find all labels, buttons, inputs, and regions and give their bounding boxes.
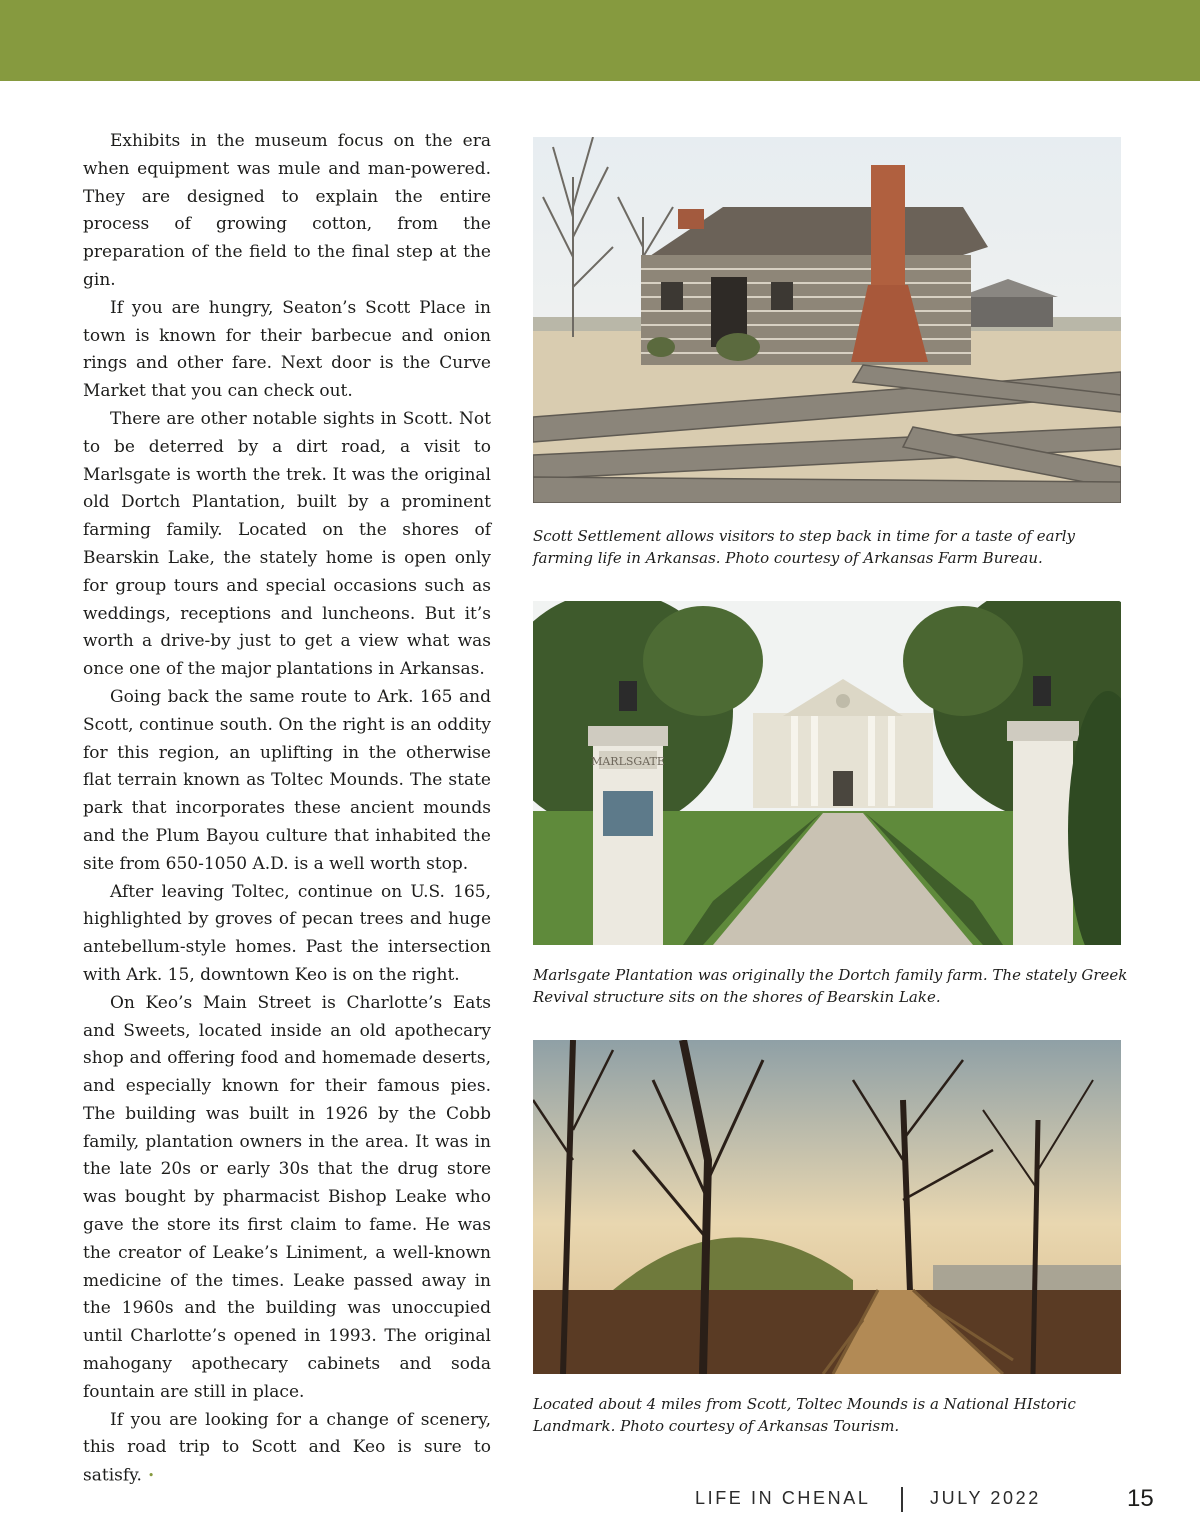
article-paragraph: After leaving Toltec, continue on U.S. 165, highlighted by groves of pecan trees and huge antebellum-style homes. Past the intersection with Ark. 15, downtown Keo is on the right. bbox=[83, 881, 491, 985]
article-paragraph: If you are hungry, Seaton’s Scott Place in town is known for their barbecue and onion rings and other fare. Next door is the Curve Market that you can check out. bbox=[83, 297, 491, 402]
photo-caption-toltec: Located about 4 miles from Scott, Toltec Mounds is a National HIstoric Landmark. Photo courtesy of Arkansas Tourism. bbox=[533, 1395, 1076, 1435]
article-paragraph-final-text: If you are looking for a change of scenery, this road trip to Scott and Keo is sure to satisfy. bbox=[83, 1409, 491, 1486]
gate-sign-text: MARLSGATE bbox=[591, 755, 665, 768]
footer-divider bbox=[901, 1487, 903, 1512]
log-cabin-illustration bbox=[533, 137, 1121, 503]
photo-caption-log-cabin: Scott Settlement allows visitors to step back in time for a taste of early farming life in Arkansas. Photo courtesy of Arkansas Farm Bureau. bbox=[533, 527, 1076, 567]
article-paragraph: On Keo’s Main Street is Charlotte’s Eats and Sweets, located inside an old apothecary shop and offering food and homemade deserts, and especially known for their famous pies. The building was built in 1926 by the Cobb family, plantation owners in the area. It was in the late 20s or early 30s that the drug store was bought by pharmacist Bishop Leake who gave the store its first claim to fame. He was the creator of Leake’s Liniment, a well-known medicine of the times. Leake passed away in the 1960s and the building was unoccupied until Charlotte’s opened in 1993. The original mahogany apothecary cabinets and soda fountain are still in place. bbox=[83, 992, 491, 1402]
photo-plantation-house bbox=[533, 601, 1121, 945]
photo-caption-plantation: Marlsgate Plantation was originally the Dortch family farm. The stately Greek Revival structure sits on the shores of Bearskin Lake. bbox=[533, 966, 1128, 1006]
photo-log-cabin bbox=[533, 137, 1121, 503]
article-paragraph: There are other notable sights in Scott. Not to be deterred by a dirt road, a visit to Marlsgate is worth the trek. It was the original old Dortch Plantation, built by a prominent farming family. Located on the shores of Bearskin Lake, the stately home is open only for group tours and special occasions such as weddings, receptions and luncheons. But it’s worth a drive-by just to get a view what was once one of the major plantations in Arkansas. bbox=[83, 408, 491, 680]
article-paragraph-final bbox=[83, 1407, 491, 1491]
footer-issue-date: JULY 2022 bbox=[930, 1488, 1041, 1508]
photo-toltec-mounds bbox=[533, 1040, 1121, 1374]
toltec-mounds-illustration bbox=[533, 1040, 1121, 1374]
article-paragraph: Going back the same route to Ark. 165 and Scott, continue south. On the right is an oddity for this region, an uplifting in the otherwise flat terrain known as Toltec Mounds. The state park that incorporates these ancient mounds and the Plum Bayou culture that inhabited the site from 650-1050 A.D. is a well worth stop. bbox=[83, 686, 491, 874]
plantation-house-illustration bbox=[533, 601, 1121, 945]
header-color-band bbox=[0, 0, 1200, 81]
page-number: 15 bbox=[1127, 1485, 1154, 1512]
end-mark-icon: • bbox=[147, 1469, 155, 1483]
article-paragraph: Exhibits in the museum focus on the era when equipment was mule and man-powered. They are designed to explain the entire process of growing cotton, from the preparation of the field to the final step at the gin. bbox=[83, 131, 491, 290]
article-body bbox=[83, 128, 491, 1490]
footer-publication: LIFE IN CHENAL bbox=[695, 1488, 871, 1508]
